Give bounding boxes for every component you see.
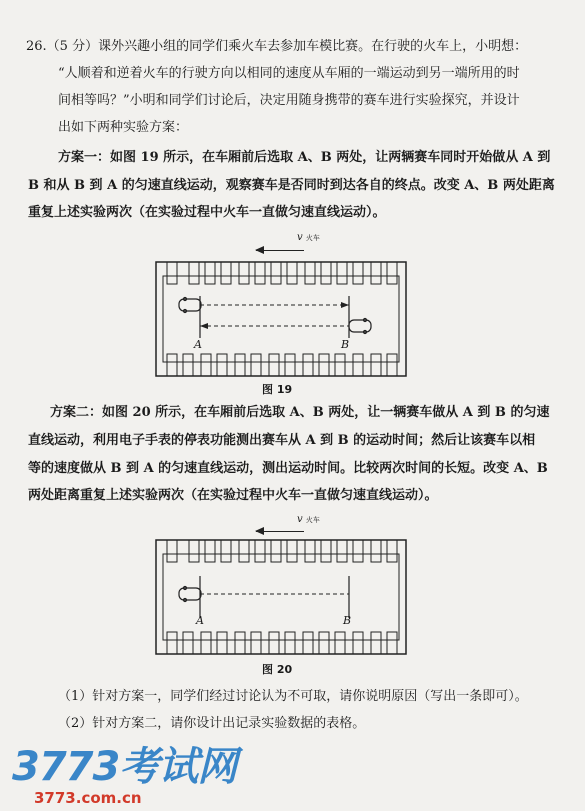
site-watermark xyxy=(12,745,236,807)
fig19-label-b: B xyxy=(341,338,350,351)
plan2-line-4: 两处距离重复上述实验两次（在实验过程中火车一直做匀速直线运动）。 xyxy=(28,488,438,503)
question-intro-line-4: 出如下两种实验方案： xyxy=(58,120,189,135)
watermark-url: 3773.com.cn xyxy=(34,789,142,807)
fig19-label-a: A xyxy=(194,338,202,351)
watermark-logo: 3773考试网 xyxy=(12,744,237,790)
fig20-label-b: B xyxy=(343,614,352,627)
plan2-line-2: 直线运动，利用电子手表的停表功能测出赛车从 A 到 B 的运动时间；然后让该赛车以相 xyxy=(28,433,536,448)
fig19-velocity-label: v 火车 xyxy=(297,232,320,243)
figure-19-train-car xyxy=(155,258,407,380)
plan1-line-1: 方案一：如图 19 所示，在车厢前后选取 A、B 两处，让两辆赛车同时开始做从 A 到 xyxy=(58,150,551,165)
question-intro-line-3: 间相等吗？”小明和同学们讨论后，决定用随身携带的赛车进行实验探究，并设计 xyxy=(58,93,520,108)
fig19-race-car-left xyxy=(179,298,201,313)
plan2-line-3: 等的速度做从 B 到 A 的匀速直线运动，测出运动时间。比较两次时间的长短。改变 A、B xyxy=(28,461,548,476)
sub-question-1: （1）针对方案一，同学们经过讨论认为不可取，请你说明原因（写出一条即可）。 xyxy=(58,689,528,704)
plan1-line-2: B 和从 B 到 A 的匀速直线运动，观察赛车是否同时到达各自的终点。改变 A、B 两处距离 xyxy=(28,178,555,193)
plan1-line-3: 重复上述实验两次（在实验过程中火车一直做匀速直线运动）。 xyxy=(28,205,386,220)
figure-20-train-car xyxy=(155,536,407,658)
sub-question-2: （2）针对方案二，请你设计出记录实验数据的表格。 xyxy=(58,716,366,731)
question-intro-line-1: 26.（5 分）课外兴趣小组的同学们乘火车去参加车模比赛。在行驶的火车上，小明想： xyxy=(26,39,528,54)
fig20-race-car xyxy=(179,587,201,602)
question-intro-line-2: “人顺着和逆着火车的行驶方向以相同的速度从车厢的一端运动到另一端所用的时 xyxy=(58,66,520,81)
fig19-race-car-right xyxy=(349,319,371,334)
fig20-velocity-label: v 火车 xyxy=(297,514,320,525)
fig20-caption: 图 20 xyxy=(262,663,293,676)
fig19-velocity-arrow xyxy=(256,250,304,251)
fig19-caption: 图 19 xyxy=(262,383,293,396)
fig20-velocity-arrow xyxy=(256,531,304,532)
fig20-label-a: A xyxy=(196,614,204,627)
plan2-line-1: 方案二：如图 20 所示，在车厢前后选取 A、B 两处，让一辆赛车做从 A 到 B 的匀速 xyxy=(50,405,550,420)
